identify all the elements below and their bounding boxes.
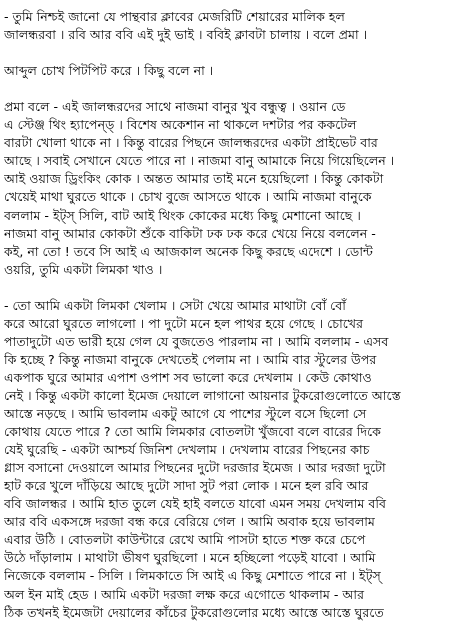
text-line: কোথায় যেতে পারে ? তো আমি লিমকার বোতলটা খুঁজবো বলে বারের দিকে bbox=[4, 424, 381, 440]
text-line: আব্দুল চোখ পিটপিট করে । কিছু বলে না । bbox=[4, 63, 214, 79]
text-line: ববি জালন্ধর । আমি হাত তুলে যেই হাই বলতে যাবো এমন সময় দেখলাম ববি bbox=[4, 496, 386, 512]
text-line: উঠে দাঁড়ালাম । মাথাটা ভীষণ ঘুরছিলো । মনে হচ্ছিলো পড়েই যাবো । আমি bbox=[4, 550, 376, 566]
text-line: বললাম - ইট্‌স্‌ সিলি, বাট আই থিংক কোকের মধ্যে কিছু মেশানো আছে । bbox=[4, 207, 361, 223]
text-line: আছে । সবাই সেখানে যেতে পারে না । নাজমা বানু আমাকে নিয়ে গিয়েছিলেন । bbox=[4, 153, 395, 169]
text-line: ওয়রি, তুমি একটা লিমকা খাও । bbox=[4, 261, 163, 277]
text-line: কি হচ্ছে ? কিন্তু নাজমা বানুকে দেখতেই পেলাম না । আমি বার স্টুলের উপর bbox=[4, 351, 377, 367]
text-line: এ স্টেঞ্জ থিং হ্যাপেন্ড্‌ । বিশেষ অকেশান না থাকলে দশটার পর ককটেল bbox=[4, 117, 357, 133]
paragraph-gap bbox=[4, 44, 453, 62]
text-line: খেয়েই মাথা ঘুরতে থাকে । চোখ বুজে আসতে থাকে । আমি নাজমা বানুকে bbox=[4, 189, 372, 205]
text-line: নাজমা বানু আমার কোকটা শুঁকে বাকিটা ঢক ঢক করে খেয়ে নিয়ে বললেন - bbox=[4, 225, 376, 241]
text-line: প্রমা বলে - এই জালন্ধরদের সাথে নাজমা বানুর খুব বন্ধুত্ব । ওয়ান ডে bbox=[4, 99, 346, 115]
paragraph-gap bbox=[4, 80, 453, 98]
text-line: কই, না তো ! তবে সি আই এ আজকাল অনেক কিছু করছে এদেশে । ডোন্ট bbox=[4, 243, 373, 259]
text-line: এবার উঠি । বোতলটা কাউন্টারে রেখে আমি পাসটা হাতে শক্ত করে চেপে bbox=[4, 532, 366, 548]
text-line: আর ববি একসঙ্গে দরজা বন্ধ করে বেরিয়ে গেল । আমি অবাক হয়ে ভাবলাম bbox=[4, 514, 375, 530]
text-line: ঠিক তখনই ইমেজটা দেয়ালের কাঁচের টুকরোগুলোর মধ্যে আস্তে আস্তে ঘুরতে bbox=[4, 604, 384, 620]
text-line: অল ইন মাই হেড । আমি একটা দরজা লক্ষ করে এগোতে থাকলাম - আর bbox=[4, 586, 364, 602]
text-line: আই ওয়াজ ড্রিংকিং কোক । অন্তত আমার তাই মনে হয়েছিলো । কিন্তু কোকটা bbox=[4, 171, 384, 187]
text-line: বারটা খোলা থাকে না । কিন্তু বারের পিছনে জালন্ধরদের একটা প্রাইভেট বার bbox=[4, 135, 378, 151]
paragraph-3 bbox=[4, 98, 453, 278]
paragraph-4 bbox=[4, 297, 453, 622]
text-line: একপাক ঘুরে আমার এপাশ ওপাশ সব ভালো করে দেখলাম । কেউ কোথাও bbox=[4, 369, 372, 385]
paragraph-2 bbox=[4, 62, 453, 80]
text-line: যেই ঘুরেছি - একটা আশ্চর্য জিনিশ দেখলাম । দেখলাম বারের পিছনের কাচ bbox=[4, 442, 370, 458]
text-line: জালন্ধরবা । রবি আর ববি এই দুই ভাই । ববিই ক্লাবটা চালায় । বলে প্রমা । bbox=[4, 27, 368, 43]
text-line: নিজেকে বললাম - সিলি । লিমকাতে সি আই এ কিছু মেশাতে পারে না । ইট্‌স্‌ bbox=[4, 568, 381, 584]
paragraph-1 bbox=[4, 8, 453, 44]
paragraph-gap bbox=[4, 279, 453, 297]
text-line: করে আরো ঘুরতে লাগলো । পা দুটো মনে হল পাথর হয়ে গেছে । চোখের bbox=[4, 315, 363, 331]
text-line: গ্লাস বসানো দেওয়ালে আমার পিছনের দুটো দরজার ইমেজ । আর দরজা দুটো bbox=[4, 460, 386, 476]
text-line: - তো আমি একটা লিমকা খেলাম । সেটা খেয়ে আমার মাথাটা বোঁ বোঁ bbox=[4, 297, 346, 313]
text-line: নেই । কিন্তু একটা কালো ইমেজ দেয়ালে লাগানো আয়নার টুকরোগুলোতে আস্তে bbox=[4, 387, 401, 403]
text-line: - তুমি নিশ্চই জানো যে পান্থবার ক্লাবের মেজরিটি শেয়ারের মালিক হল bbox=[4, 9, 345, 24]
text-line: পাতাদুটো এত ভারী হয়ে গেল যে বুজতেও পারলাম না । আমি বললাম - এসব bbox=[4, 333, 389, 349]
text-line: হাট করে খুলে দাঁড়িয়ে আছে দুটো সাদা সুট পরা লোক । মনে হল রবি আর bbox=[4, 478, 369, 494]
text-line: আস্তে নড়ছে । আমি ভাবলাম একটু আগে যে পাশের স্টুলে বসে ছিলো সে bbox=[4, 406, 367, 422]
